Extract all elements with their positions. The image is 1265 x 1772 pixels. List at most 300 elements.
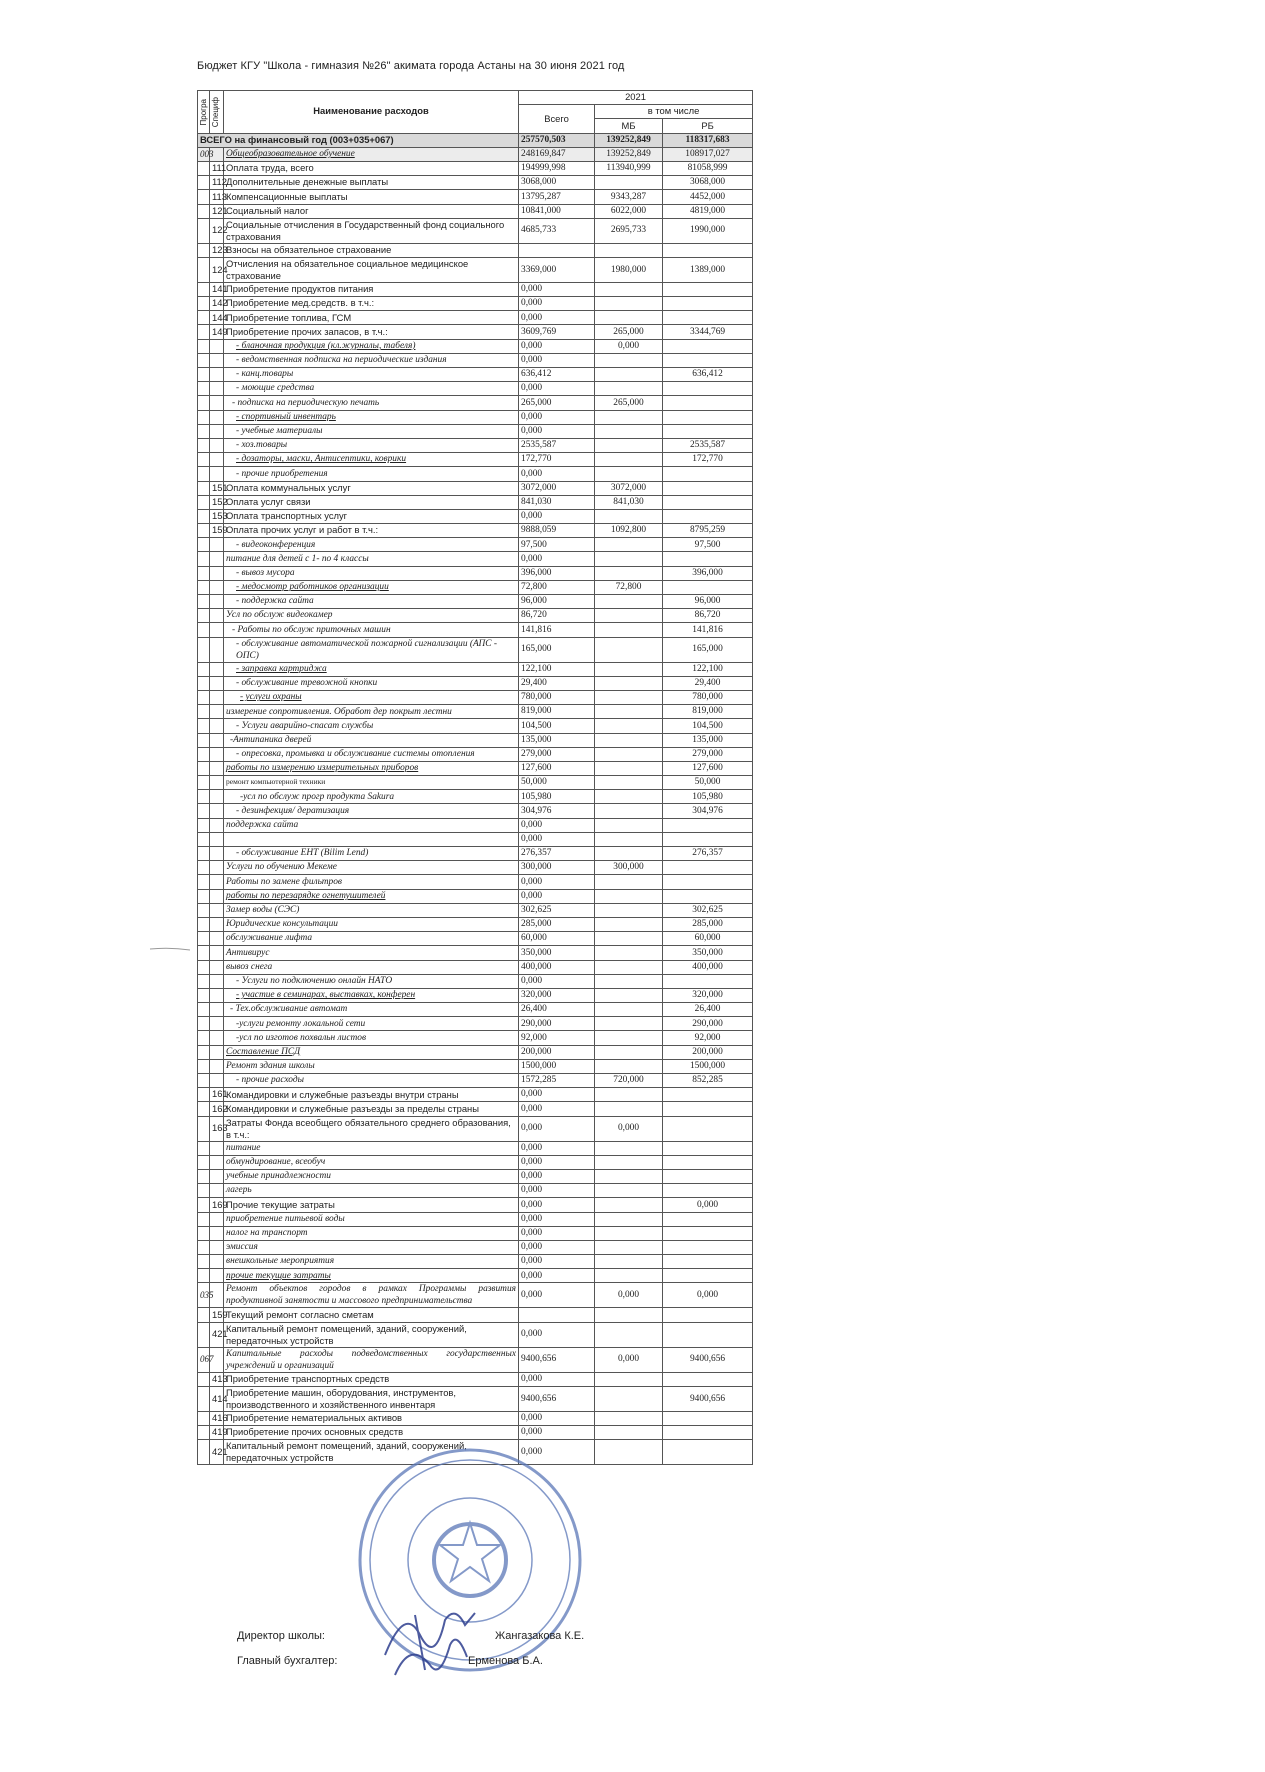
row-name: Замер воды (СЭС) <box>224 903 519 917</box>
row-total: 135,000 <box>519 733 595 747</box>
row-total: 0,000 <box>519 1372 595 1386</box>
row-specific: 153 <box>210 509 224 523</box>
row-name: Составление ПСД <box>224 1045 519 1059</box>
row-rb <box>663 1088 753 1102</box>
row-rb <box>663 1322 753 1347</box>
row-rb <box>663 396 753 410</box>
row-mb: 0,000 <box>595 1347 663 1372</box>
row-total: 0,000 <box>519 1169 595 1183</box>
row-specific <box>210 538 224 552</box>
row-program <box>198 637 210 662</box>
table-row <box>198 133 753 147</box>
row-total: 194999,998 <box>519 161 595 175</box>
row-total: 0,000 <box>519 339 595 353</box>
table-row <box>198 974 753 988</box>
row-specific <box>210 932 224 946</box>
row-program <box>198 424 210 438</box>
row-program <box>198 1308 210 1322</box>
row-total <box>519 243 595 257</box>
row-program <box>198 875 210 889</box>
row-program <box>198 1155 210 1169</box>
row-mb <box>595 719 663 733</box>
row-specific <box>210 1169 224 1183</box>
row-specific <box>210 368 224 382</box>
table-row <box>198 776 753 790</box>
row-program <box>198 161 210 175</box>
row-mb <box>595 690 663 704</box>
row-name: - заправка картриджа <box>224 662 519 676</box>
row-mb <box>595 1184 663 1198</box>
row-mb: 1092,800 <box>595 524 663 538</box>
row-program <box>198 1372 210 1386</box>
row-total: 0,000 <box>519 1322 595 1347</box>
row-name: - дезинфекция/ дератизация <box>224 804 519 818</box>
name-header: Наименование расходов <box>224 91 519 134</box>
row-mb <box>595 733 663 747</box>
row-total: 320,000 <box>519 988 595 1002</box>
table-row <box>198 243 753 257</box>
row-name: Оплата коммунальных услуг <box>224 481 519 495</box>
row-name <box>224 832 519 846</box>
table-row <box>198 161 753 175</box>
row-total: 200,000 <box>519 1045 595 1059</box>
row-mb: 139252,849 <box>595 147 663 161</box>
row-specific: 124 <box>210 257 224 282</box>
row-program <box>198 566 210 580</box>
row-total: 72,800 <box>519 580 595 594</box>
row-specific <box>210 580 224 594</box>
table-row <box>198 1045 753 1059</box>
row-mb <box>595 410 663 424</box>
row-mb <box>595 1059 663 1073</box>
row-mb <box>595 832 663 846</box>
row-total: 0,000 <box>519 297 595 311</box>
row-program <box>198 1255 210 1269</box>
row-specific <box>210 637 224 662</box>
row-mb: 841,030 <box>595 495 663 509</box>
table-row <box>198 932 753 946</box>
row-total: 0,000 <box>519 1198 595 1212</box>
row-name: Усл по обслуж видеокамер <box>224 609 519 623</box>
row-rb: 636,412 <box>663 368 753 382</box>
row-total: 86,720 <box>519 609 595 623</box>
row-rb: 200,000 <box>663 1045 753 1059</box>
row-specific <box>210 353 224 367</box>
row-specific <box>210 818 224 832</box>
row-total: 1572,285 <box>519 1074 595 1088</box>
row-specific: 151 <box>210 481 224 495</box>
row-rb: 279,000 <box>663 747 753 761</box>
table-row <box>198 339 753 353</box>
row-name: Приобретение продуктов питания <box>224 282 519 296</box>
row-rb <box>663 861 753 875</box>
table-row <box>198 467 753 481</box>
row-program <box>198 524 210 538</box>
row-program <box>198 747 210 761</box>
row-name: учебные принадлежности <box>224 1169 519 1183</box>
row-mb: 1980,000 <box>595 257 663 282</box>
row-total: 0,000 <box>519 353 595 367</box>
row-rb: 304,976 <box>663 804 753 818</box>
row-name: Оплата прочих услуг и работ в т.ч.: <box>224 524 519 538</box>
row-name: - спортивный инвентарь <box>224 410 519 424</box>
row-rb: 0,000 <box>663 1198 753 1212</box>
row-specific <box>210 1255 224 1269</box>
row-total: 0,000 <box>519 552 595 566</box>
row-rb: 127,600 <box>663 761 753 775</box>
row-name: Отчисления на обязательное социальное медицинское страхование <box>224 257 519 282</box>
row-specific <box>210 662 224 676</box>
row-program <box>198 495 210 509</box>
row-program <box>198 960 210 974</box>
row-mb <box>595 761 663 775</box>
accountant-name: Ерменова Б.А. <box>468 1655 543 1667</box>
row-rb: 105,980 <box>663 790 753 804</box>
row-mb <box>595 804 663 818</box>
row-name: ремонт компьютерной техники <box>224 776 519 790</box>
row-program <box>198 176 210 190</box>
row-name: измерение сопротивления. Обработ дер покрыт лестни <box>224 705 519 719</box>
table-row <box>198 903 753 917</box>
table-row <box>198 218 753 243</box>
row-rb <box>663 1155 753 1169</box>
row-rb: 290,000 <box>663 1017 753 1031</box>
row-name: - хоз.товары <box>224 438 519 452</box>
row-program <box>198 552 210 566</box>
table-row <box>198 1031 753 1045</box>
row-rb <box>663 1308 753 1322</box>
table-row <box>198 1322 753 1347</box>
row-name: Юридические консультации <box>224 917 519 931</box>
row-program <box>198 204 210 218</box>
row-name: Прочие текущие затраты <box>224 1198 519 1212</box>
table-row <box>198 719 753 733</box>
row-name: обслуживание лифта <box>224 932 519 946</box>
row-program <box>198 761 210 775</box>
row-mb: 2695,733 <box>595 218 663 243</box>
row-specific <box>210 1059 224 1073</box>
row-rb <box>663 875 753 889</box>
row-specific <box>210 705 224 719</box>
row-name: - моющие средства <box>224 382 519 396</box>
row-specific: 141 <box>210 282 224 296</box>
row-program <box>198 339 210 353</box>
row-rb: 2535,587 <box>663 438 753 452</box>
row-total: 819,000 <box>519 705 595 719</box>
row-specific <box>210 1212 224 1226</box>
row-total: 636,412 <box>519 368 595 382</box>
row-mb <box>595 438 663 452</box>
row-total: 276,357 <box>519 847 595 861</box>
row-total: 0,000 <box>519 1141 595 1155</box>
row-specific: 144 <box>210 311 224 325</box>
table-row <box>198 1198 753 1212</box>
row-name: Оплата труда, всего <box>224 161 519 175</box>
row-name: Оплата услуг связи <box>224 495 519 509</box>
row-rb: 9400,656 <box>663 1386 753 1411</box>
row-total: 248169,847 <box>519 147 595 161</box>
row-mb <box>595 297 663 311</box>
row-total: 0,000 <box>519 1440 595 1465</box>
row-program <box>198 218 210 243</box>
row-program <box>198 1240 210 1254</box>
row-specific <box>210 676 224 690</box>
row-rb: 81058,999 <box>663 161 753 175</box>
row-specific <box>210 988 224 1002</box>
row-total: 0,000 <box>519 1155 595 1169</box>
row-program <box>198 1031 210 1045</box>
row-total: 257570,503 <box>519 133 595 147</box>
row-mb <box>595 1017 663 1031</box>
row-mb <box>595 960 663 974</box>
table-row <box>198 509 753 523</box>
row-specific <box>210 1074 224 1088</box>
table-row <box>198 147 753 161</box>
row-total: 0,000 <box>519 382 595 396</box>
row-rb: 3068,000 <box>663 176 753 190</box>
specific-header: Специф <box>210 91 224 134</box>
table-row <box>198 595 753 609</box>
row-mb <box>595 747 663 761</box>
row-program <box>198 974 210 988</box>
row-rb <box>663 1184 753 1198</box>
year-header: 2021 <box>519 91 753 105</box>
row-total: 9400,656 <box>519 1347 595 1372</box>
row-program <box>198 790 210 804</box>
row-mb <box>595 453 663 467</box>
row-rb <box>663 311 753 325</box>
table-row <box>198 946 753 960</box>
row-name: внешкольные мероприятия <box>224 1255 519 1269</box>
row-total: 265,000 <box>519 396 595 410</box>
table-row <box>198 1141 753 1155</box>
row-rb <box>663 495 753 509</box>
row-rb: 302,625 <box>663 903 753 917</box>
row-mb <box>595 776 663 790</box>
row-program <box>198 368 210 382</box>
row-total: 279,000 <box>519 747 595 761</box>
row-total: 141,816 <box>519 623 595 637</box>
row-total <box>519 1308 595 1322</box>
row-specific <box>210 339 224 353</box>
row-mb <box>595 1372 663 1386</box>
row-rb: 8795,259 <box>663 524 753 538</box>
row-specific <box>210 595 224 609</box>
row-name: Приобретение мед.средств. в т.ч.: <box>224 297 519 311</box>
row-rb: 135,000 <box>663 733 753 747</box>
row-mb <box>595 818 663 832</box>
row-specific: 142 <box>210 297 224 311</box>
row-rb: 108917,027 <box>663 147 753 161</box>
row-name: - Услуги по подключению онлайн НАТО <box>224 974 519 988</box>
rb-header: РБ <box>663 119 753 133</box>
table-row <box>198 1212 753 1226</box>
row-program <box>198 818 210 832</box>
table-row <box>198 1372 753 1386</box>
row-rb <box>663 818 753 832</box>
program-header: Програ <box>198 91 210 134</box>
row-name: - поддержка сайта <box>224 595 519 609</box>
row-program <box>198 190 210 204</box>
row-rb <box>663 509 753 523</box>
row-total: 0,000 <box>519 1426 595 1440</box>
row-total: 0,000 <box>519 1116 595 1141</box>
row-specific <box>210 733 224 747</box>
row-specific <box>210 776 224 790</box>
row-specific <box>210 1269 224 1283</box>
row-specific <box>210 438 224 452</box>
row-mb <box>595 1102 663 1116</box>
row-program: 003 <box>198 147 210 161</box>
row-total: 9400,656 <box>519 1386 595 1411</box>
row-name: питание <box>224 1141 519 1155</box>
row-specific <box>210 1155 224 1169</box>
row-name: налог на транспорт <box>224 1226 519 1240</box>
table-row <box>198 580 753 594</box>
row-specific: 416 <box>210 1411 224 1425</box>
row-specific: 123 <box>210 243 224 257</box>
row-name: Работы по замене фильтров <box>224 875 519 889</box>
row-program <box>198 467 210 481</box>
row-name: Затраты Фонда всеобщего обязательного среднего образования, в т.ч.: <box>224 1116 519 1141</box>
row-mb: 0,000 <box>595 1116 663 1141</box>
row-rb <box>663 1169 753 1183</box>
signature-icon <box>375 1595 495 1685</box>
row-name: Капитальный ремонт помещений, зданий, сооружений, передаточных устройств <box>224 1440 519 1465</box>
row-rb <box>663 481 753 495</box>
row-mb <box>595 566 663 580</box>
row-program <box>198 438 210 452</box>
row-name: Услуги по обучению Мекеме <box>224 861 519 875</box>
row-total: 0,000 <box>519 1226 595 1240</box>
row-specific: 421 <box>210 1322 224 1347</box>
row-specific <box>210 960 224 974</box>
row-total: 0,000 <box>519 509 595 523</box>
row-rb: 350,000 <box>663 946 753 960</box>
row-name: Ремонт объектов городов в рамках Программы развития продуктивной занятости и массового предпринимательства <box>224 1283 519 1308</box>
row-mb <box>595 1003 663 1017</box>
row-name: -усл по изготов похвальн листов <box>224 1031 519 1045</box>
row-specific: 159 <box>210 524 224 538</box>
row-name: - ведомственная подписка на периодические издания <box>224 353 519 367</box>
row-rb: 60,000 <box>663 932 753 946</box>
table-row <box>198 204 753 218</box>
table-row <box>198 481 753 495</box>
row-specific <box>210 453 224 467</box>
row-program <box>198 1440 210 1465</box>
row-mb <box>595 1169 663 1183</box>
row-name: Оплата транспортных услуг <box>224 509 519 523</box>
row-name: - обслуживание автоматической пожарной сигнализации (АПС - ОПС) <box>224 637 519 662</box>
row-program <box>198 1426 210 1440</box>
row-total: 0,000 <box>519 1240 595 1254</box>
row-mb <box>595 662 663 676</box>
row-program <box>198 676 210 690</box>
table-row <box>198 1426 753 1440</box>
row-total: 841,030 <box>519 495 595 509</box>
row-program <box>198 311 210 325</box>
row-specific <box>210 609 224 623</box>
total-header: Всего <box>519 105 595 133</box>
table-row <box>198 1184 753 1198</box>
row-mb <box>595 1269 663 1283</box>
row-mb <box>595 424 663 438</box>
row-name: - услуги охраны <box>224 690 519 704</box>
row-name: - обслуживание тревожной кнопки <box>224 676 519 690</box>
row-specific <box>210 1003 224 1017</box>
row-rb <box>663 1269 753 1283</box>
table-row <box>198 353 753 367</box>
row-total: 302,625 <box>519 903 595 917</box>
row-program <box>198 1141 210 1155</box>
row-total: 105,980 <box>519 790 595 804</box>
row-name: - Работы по обслуж приточных машин <box>224 623 519 637</box>
row-mb <box>595 368 663 382</box>
table-row <box>198 1411 753 1425</box>
row-mb: 0,000 <box>595 339 663 353</box>
table-row <box>198 424 753 438</box>
table-row <box>198 1059 753 1073</box>
row-mb <box>595 509 663 523</box>
pen-mark <box>150 945 190 953</box>
row-name: - прочие приобретения <box>224 467 519 481</box>
row-program <box>198 804 210 818</box>
row-name: Командировки и служебные разъезды за пределы страны <box>224 1102 519 1116</box>
row-total: 400,000 <box>519 960 595 974</box>
table-row <box>198 676 753 690</box>
row-name: Приобретение прочих основных средств <box>224 1426 519 1440</box>
row-specific <box>210 1045 224 1059</box>
table-row <box>198 1240 753 1254</box>
director-label: Директор школы: <box>237 1630 325 1642</box>
row-mb: 9343,287 <box>595 190 663 204</box>
row-mb: 0,000 <box>595 1283 663 1308</box>
table-row <box>198 609 753 623</box>
row-rb: 9400,656 <box>663 1347 753 1372</box>
table-row <box>198 1155 753 1169</box>
row-specific <box>210 761 224 775</box>
table-row <box>198 368 753 382</box>
row-total: 0,000 <box>519 1255 595 1269</box>
row-name: Дополнительные денежные выплаты <box>224 176 519 190</box>
row-program <box>198 1322 210 1347</box>
row-name: - подписка на периодическую печать <box>224 396 519 410</box>
row-mb <box>595 467 663 481</box>
row-specific: 169 <box>210 1198 224 1212</box>
row-specific <box>210 946 224 960</box>
table-row <box>198 761 753 775</box>
row-total: 0,000 <box>519 1283 595 1308</box>
row-total: 50,000 <box>519 776 595 790</box>
row-rb: 97,500 <box>663 538 753 552</box>
row-rb: 1500,000 <box>663 1059 753 1073</box>
row-name: работы по измерению измерительных приборов <box>224 761 519 775</box>
row-name: Социальные отчисления в Государственный фонд социального страхования <box>224 218 519 243</box>
row-name: Приобретение машин, оборудования, инструментов, производственного и хозяйственного инвентаря <box>224 1386 519 1411</box>
row-total: 104,500 <box>519 719 595 733</box>
row-rb <box>663 297 753 311</box>
table-row <box>198 1283 753 1308</box>
row-rb <box>663 1372 753 1386</box>
row-mb <box>595 1255 663 1269</box>
row-total: 396,000 <box>519 566 595 580</box>
row-specific: 419 <box>210 1426 224 1440</box>
row-specific <box>210 747 224 761</box>
row-name: - бланочная продукция (кл.журналы, табеля) <box>224 339 519 353</box>
row-mb <box>595 875 663 889</box>
row-program <box>198 595 210 609</box>
row-rb: 819,000 <box>663 705 753 719</box>
